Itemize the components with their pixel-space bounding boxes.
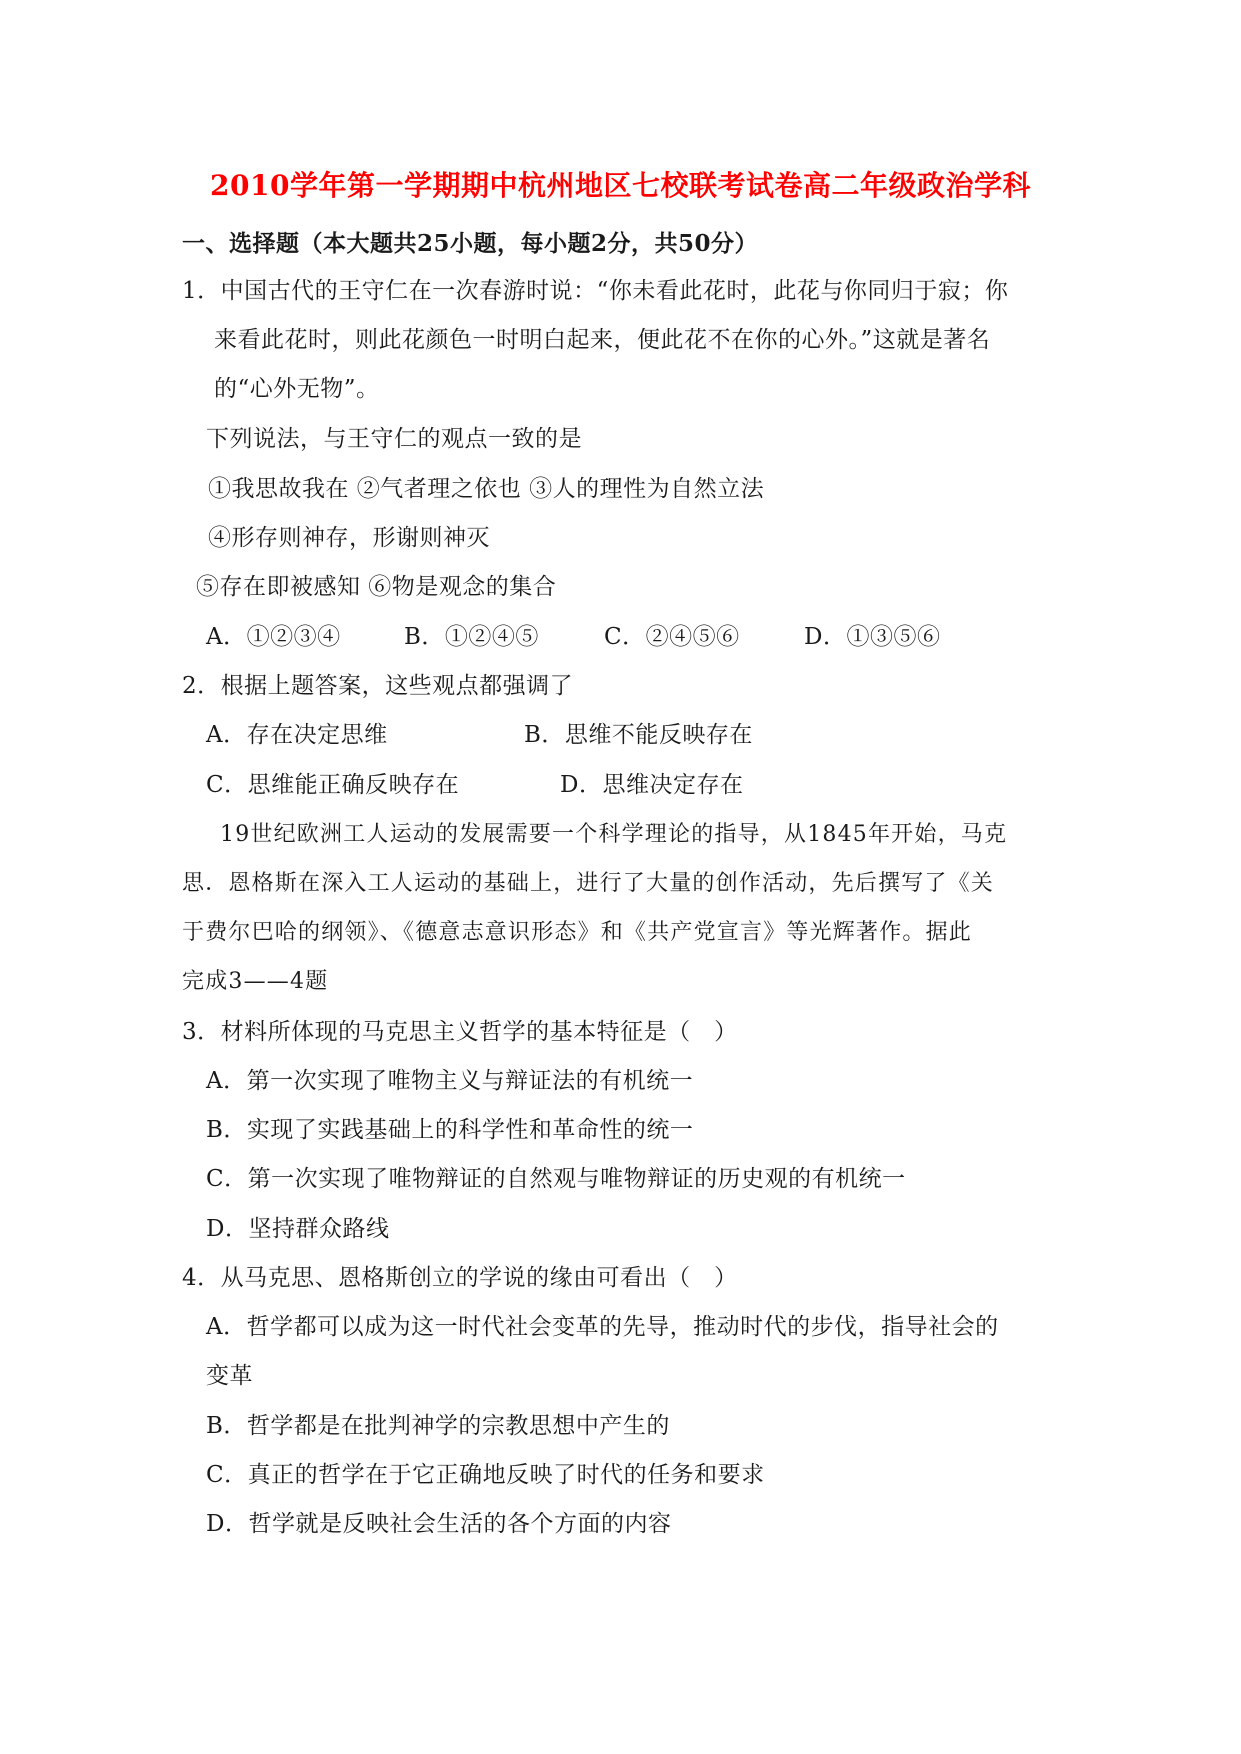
q1-option-b: B．①②④⑤ [404,624,539,650]
q4-stem: 4．从马克思、恩格斯创立的学说的缘由可看出（ ） [182,1265,738,1291]
q1-items-row1: ①我思故我在 ②气者理之依也 ③人的理性为自然立法 [208,476,765,502]
q1-prompt: 下列说法，与王守仁的观点一致的是 [206,426,582,452]
q1-items-row3: ⑤存在即被感知 ⑥物是观念的集合 [196,574,557,600]
q2-option-a: A．存在决定思维 [206,722,388,748]
document-title: 2010学年第一学期期中杭州地区七校联考试卷高二年级政治学科 [210,169,1031,202]
q1-option-d: D．①③⑤⑥ [804,624,941,650]
q1-stem-line3: 的“心外无物”。 [214,376,380,402]
q1-option-c: C．②④⑤⑥ [604,624,740,650]
q1-stem-line2: 来看此花时，则此花颜色一时明白起来，便此花不在你的心外。”这就是著名 [214,327,991,353]
q3-option-d: D．坚持群众路线 [206,1216,390,1242]
q3-stem: 3．材料所体现的马克思主义哲学的基本特征是（ ） [182,1019,738,1045]
material-line1: 19世纪欧洲工人运动的发展需要一个科学理论的指导，从1845年开始，马克 [220,822,1008,847]
q4-option-c: C．真正的哲学在于它正确地反映了时代的任务和要求 [206,1462,765,1488]
q2-option-b: B．思维不能反映存在 [524,722,753,748]
q3-option-c: C．第一次实现了唯物辩证的自然观与唯物辩证的历史观的有机统一 [206,1166,906,1192]
q3-option-b: B．实现了实践基础上的科学性和革命性的统一 [206,1117,694,1143]
material-line3: 于费尔巴哈的纲领》、《德意志意识形态》和《共产党宣言》等光辉著作。据此 [182,920,973,945]
material-line4: 完成3——4题 [182,969,329,994]
q4-option-b: B．哲学都是在批判神学的宗教思想中产生的 [206,1413,670,1439]
q1-stem-line1: 1．中国古代的王守仁在一次春游时说：“你未看此花时，此花与你同归于寂；你 [182,278,1009,304]
q1-option-a: A．①②③④ [206,624,341,650]
q4-option-a-line2: 变革 [206,1363,253,1389]
q2-option-d: D．思维决定存在 [560,772,744,798]
section-header: 一、选择题（本大题共25小题，每小题2分，共50分） [182,230,759,257]
material-line2: 思．恩格斯在深入工人运动的基础上，进行了大量的创作活动，先后撰写了《关 [182,871,995,896]
q2-stem: 2．根据上题答案，这些观点都强调了 [182,673,574,699]
q2-option-c: C．思维能正确反映存在 [206,772,460,798]
q3-option-a: A．第一次实现了唯物主义与辩证法的有机统一 [206,1068,694,1094]
q4-option-d: D．哲学就是反映社会生活的各个方面的内容 [206,1511,672,1537]
q1-items-row2: ④形存则神存，形谢则神灭 [208,525,490,551]
q4-option-a-line1: A．哲学都可以成为这一时代社会变革的先导，推动时代的步伐，指导社会的 [206,1314,999,1340]
